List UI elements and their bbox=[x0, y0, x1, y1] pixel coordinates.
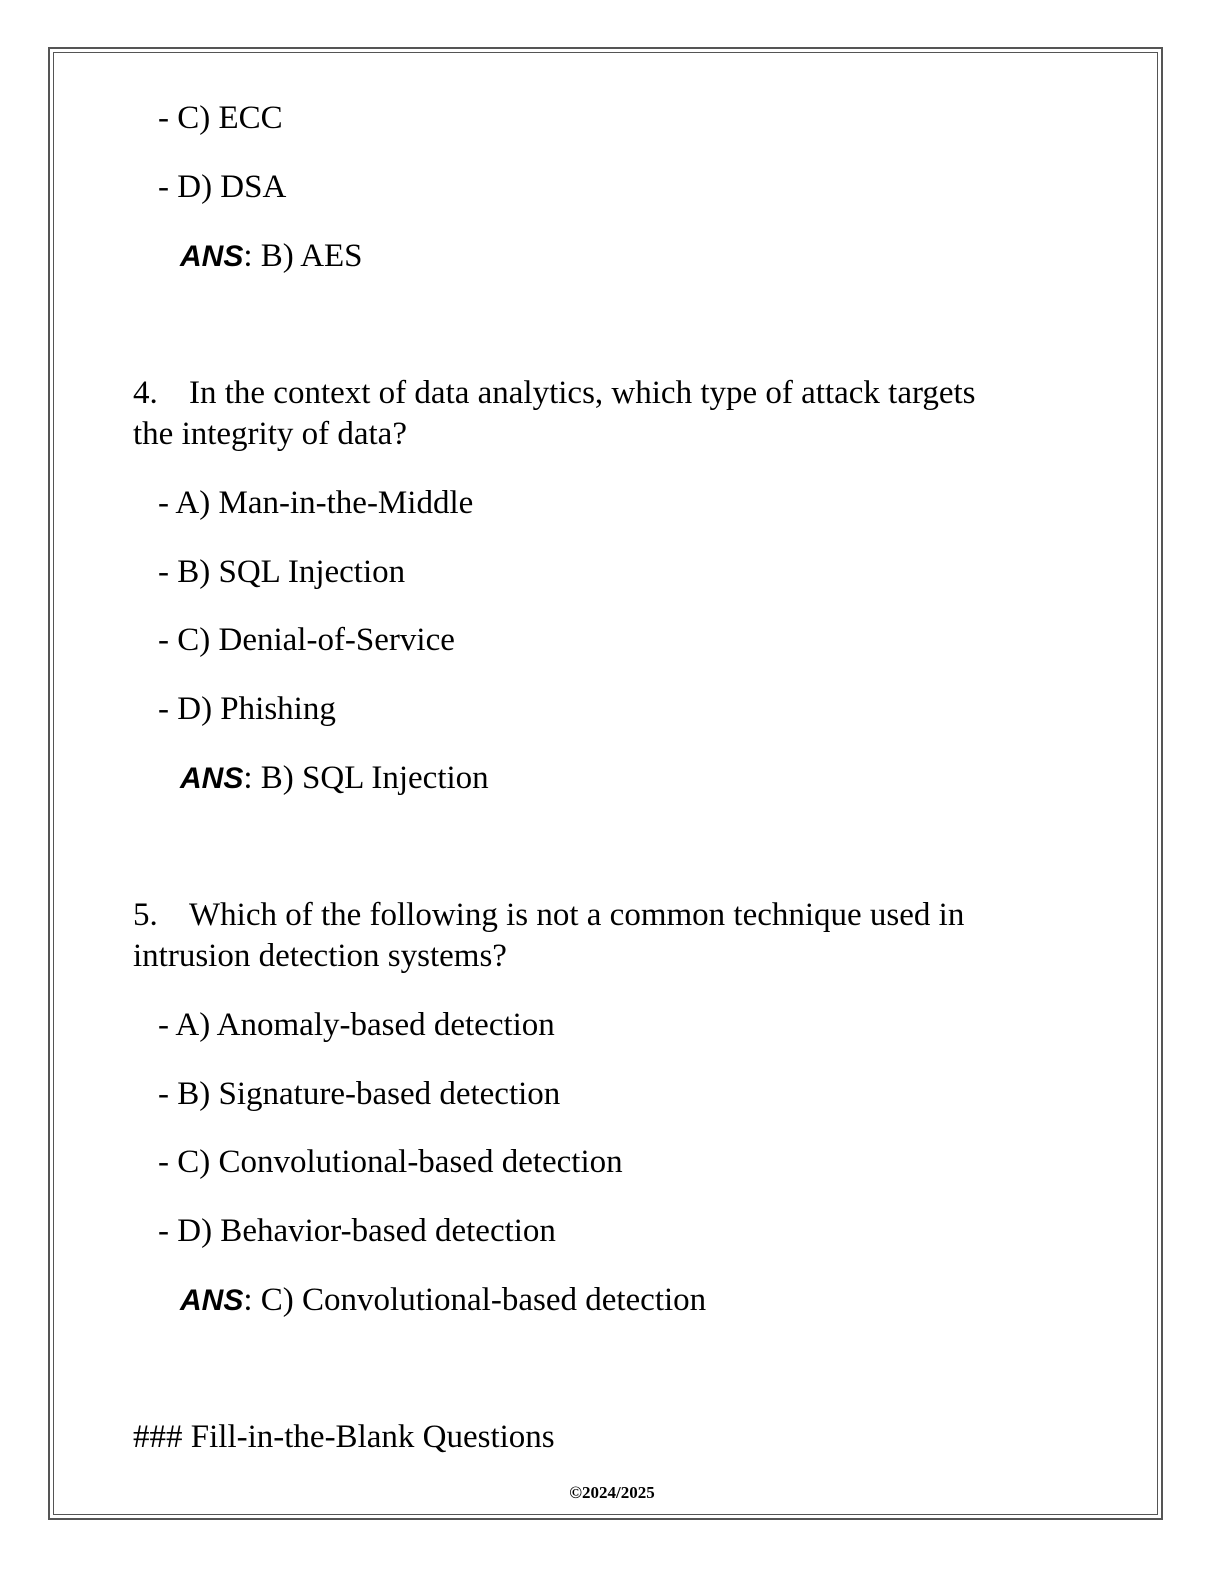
question-text: Which of the following is not a common technique used in bbox=[189, 897, 965, 933]
q5-option-a: - A) Anomaly-based detection bbox=[158, 1007, 555, 1043]
q3-option-d: - D) DSA bbox=[158, 169, 287, 205]
section-heading: ### Fill-in-the-Blank Questions bbox=[133, 1419, 555, 1455]
q4-answer bbox=[180, 758, 489, 799]
answer-label: ANS bbox=[180, 240, 244, 273]
question-number: 4. bbox=[133, 375, 158, 411]
q4-text-line1 bbox=[133, 373, 976, 414]
answer-text: : B) AES bbox=[243, 238, 363, 274]
answer-label: ANS bbox=[180, 1284, 244, 1317]
q5-option-b: - B) Signature-based detection bbox=[158, 1076, 561, 1112]
q5-option-c: - C) Convolutional-based detection bbox=[158, 1144, 623, 1180]
answer-label: ANS bbox=[180, 762, 244, 795]
question-text: In the context of data analytics, which type of attack targets bbox=[189, 375, 976, 411]
answer-text: : C) Convolutional-based detection bbox=[243, 1282, 707, 1318]
q3-option-c: - C) ECC bbox=[158, 100, 283, 136]
q5-option-d: - D) Behavior-based detection bbox=[158, 1213, 556, 1249]
q5-answer bbox=[180, 1280, 706, 1321]
answer-text: : B) SQL Injection bbox=[243, 760, 489, 796]
q4-option-b: - B) SQL Injection bbox=[158, 554, 406, 590]
q4-option-d: - D) Phishing bbox=[158, 691, 336, 727]
q4-text-line2: the integrity of data? bbox=[133, 416, 407, 452]
q4-option-c: - C) Denial-of-Service bbox=[158, 622, 455, 658]
q4-option-a: - A) Man-in-the-Middle bbox=[158, 485, 474, 521]
copyright-footer: ©2024/2025 bbox=[569, 1483, 655, 1502]
q5-text-line2: intrusion detection systems? bbox=[133, 938, 507, 974]
q5-text-line1 bbox=[133, 895, 964, 936]
question-number: 5. bbox=[133, 897, 158, 933]
q3-answer bbox=[180, 236, 363, 277]
